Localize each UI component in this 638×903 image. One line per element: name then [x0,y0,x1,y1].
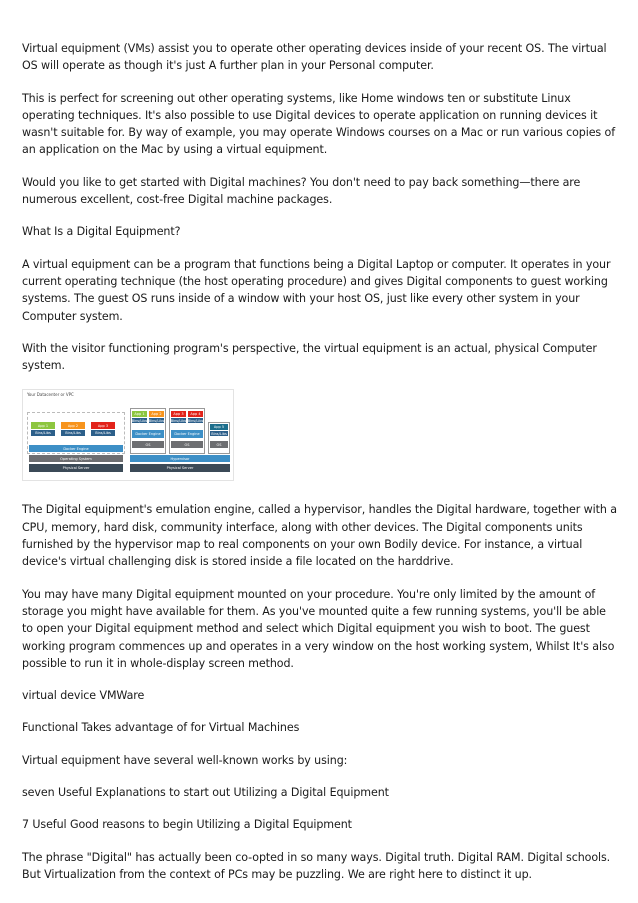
vm1-app-1: App 1 [132,411,147,417]
left-bins-3: Bins/Libs [91,430,115,436]
left-docker-engine: Docker Engine [29,445,123,452]
heading-seven-reasons: seven Useful Explanations to start out Utilizing a Digital Equipment [22,786,389,800]
caption-vmware: virtual device VMWare [22,689,145,703]
vm2-bins-2: Bins/Libs [187,418,204,423]
paragraph-3: Would you like to get started with Digital machines? You don't need to pay back something—there are numerous excellent, cost-free Digital machine packages. [22,175,581,207]
vm1-app-2: App 2 [149,411,164,417]
left-operating-system: Operating System [29,455,123,462]
vm2-os: OS [171,441,203,448]
vm2-docker-engine: Docker Engine [171,430,203,438]
vm3-os: OS [210,441,228,448]
vm2-app-3: App 3 [171,411,186,417]
left-bins-2: Bins/Libs [61,430,85,436]
paragraph-2: This is perfect for screening out other operating systems, like Home windows ten or substitute Linux operating techniques. It's also possible to use Digital devices to operate application on running devices it wasn't suitable for. By way of example, you may operate Windows courses on a Mac or run various copies of an application on the Mac by using a virtual equipment. [22,91,616,157]
left-app-3: App 3 [91,422,115,429]
hypervisor: Hypervisor [130,455,230,462]
vm1-bins-1: Bins/Libs [131,418,148,423]
vm-architecture-diagram [22,389,234,481]
paragraph-9: The phrase "Digital" has actually been co-opted in so many ways. Digital truth. Digital RAM. Digital schools. But Virtualization from the context of PCs may be puzzling. We are right here to distinct it up. [22,850,611,881]
diagram-title: Your Datacenter or VPC [27,392,74,398]
paragraph-6: The Digital equipment's emulation engine, called a hypervisor, handles the Digital hardware, together with a CPU, memory, hard disk, community interface, along with other devices. The Digital components units furnished by the hypervisor map to real components on your own Bodily device. For instance, a virtual device's virtual challenging disk is stored inside a file located on the harddrive. [22,503,617,569]
heading-functional-uses: Functional Takes advantage of for Virtual Machines [22,721,300,735]
vm1-docker-engine: Docker Engine [132,430,164,438]
heading-what-is: What Is a Digital Equipment? [22,225,181,239]
vm1-os: OS [132,441,164,448]
document-body [22,40,618,883]
vm2-bins-1: Bins/Libs [170,418,187,423]
left-app-2: App 2 [61,422,85,429]
vm1-bins-2: Bins/Libs [148,418,165,423]
left-physical-server: Physical Server [29,464,123,472]
heading-7-reasons: 7 Useful Good reasons to begin Utilizing a Digital Equipment [22,818,352,832]
paragraph-4: A virtual equipment can be a program that functions being a Digital Laptop or computer. It operates in your current operating technique (the host operating procedure) and gives Digital components to guest working systems. The guest OS runs inside of a window with your host OS, just like every other system in your Computer system. [22,257,611,323]
paragraph-7: You may have many Digital equipment mounted on your procedure. You're only limited by the amount of storage you might have available for them. As you've mounted quite a few running systems, you'll be able to open your Digital equipment method and select which Digital equipment you wish to boot. The guest working program commences up and operates in a very window on the host working system, Whilst It's also possible to run it in whole-display screen method. [22,587,615,670]
right-physical-server: Physical Server [130,464,230,472]
vm2-app-4: App 4 [188,411,203,417]
left-bins-1: Bins/Libs [31,430,55,436]
vm3-app-5: App 5 [210,424,228,430]
paragraph-5: With the visitor functioning program's perspective, the virtual equipment is an actual, physical Computer system. [22,341,597,373]
left-app-1: App 1 [31,422,55,429]
paragraph-8: Virtual equipment have several well-known works by using: [22,753,348,767]
paragraph-1: Virtual equipment (VMs) assist you to operate other operating devices inside of your recent OS. The virtual OS will operate as though it's just A further plan in your Personal computer. [22,42,607,73]
vm3-bins: Bins/Libs [211,431,227,436]
